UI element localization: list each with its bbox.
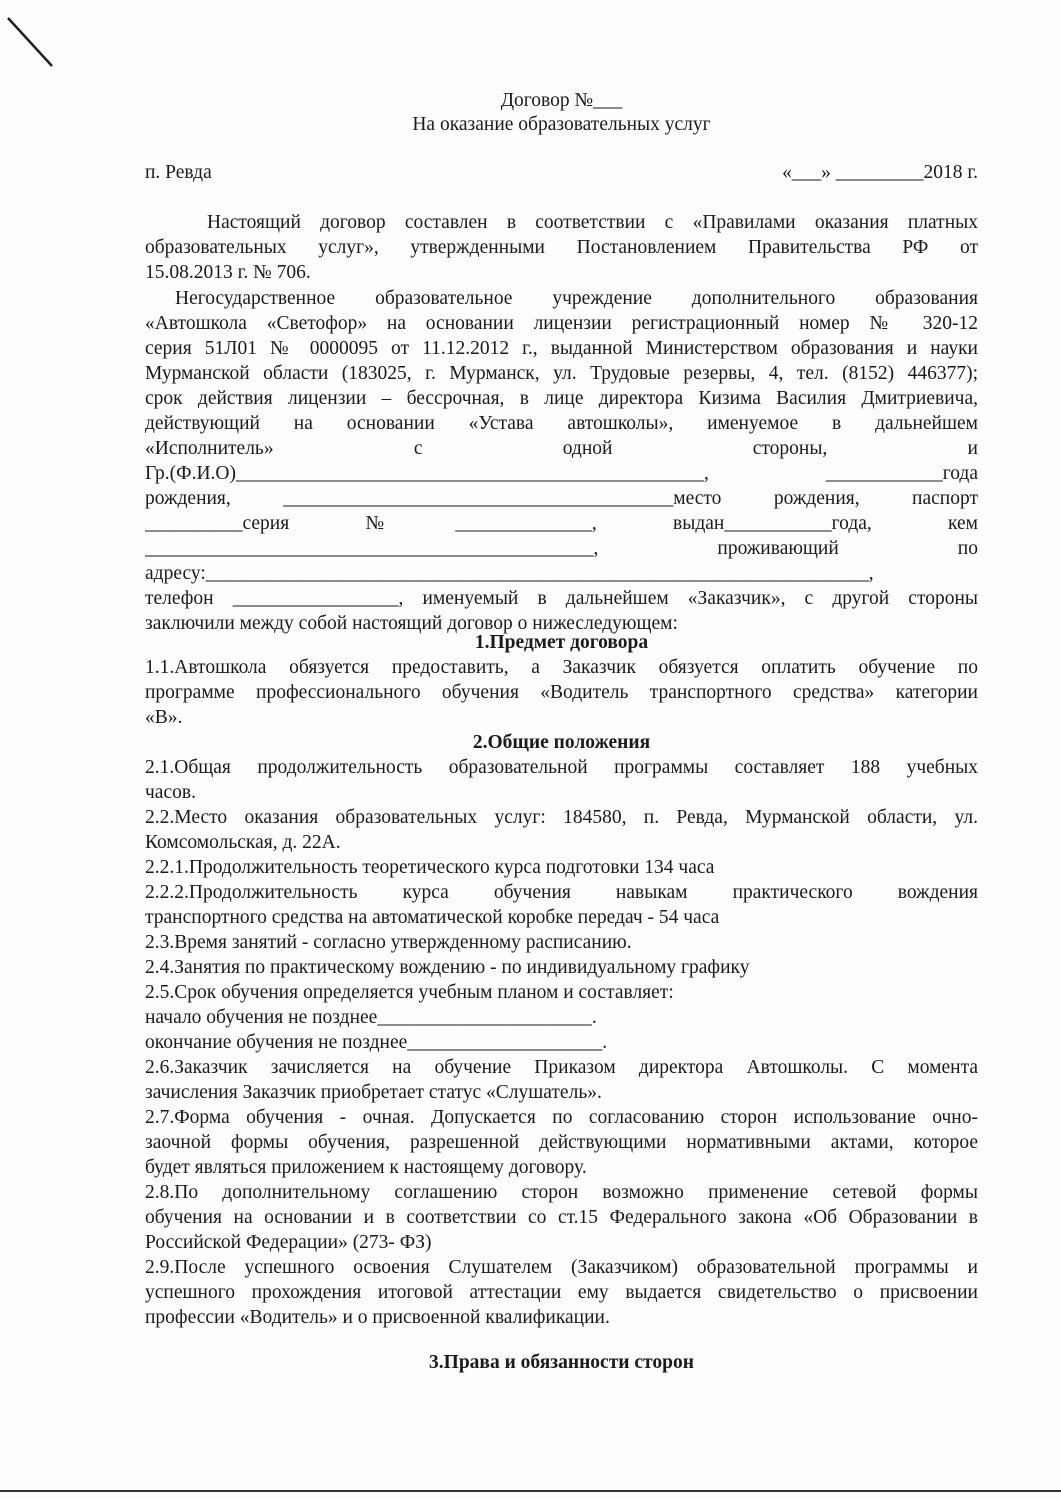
section-3-title: 3.Права и обязанности сторон xyxy=(429,1352,694,1373)
text-line: рождения, ________________________________________место рождения, паспорт xyxy=(145,488,978,509)
text-line: транспортного средства на автоматической коробке передач - 54 часа xyxy=(145,907,720,928)
text-line: профессии «Водитель» и о присвоенной квалификации. xyxy=(145,1307,610,1328)
text-line: Настоящий договор составлен в соответствии с «Правилами оказания платных xyxy=(207,212,978,233)
contract-subtitle: На оказание образовательных услуг xyxy=(412,114,711,135)
text-line: заключили между собой настоящий договор о нижеследующем: xyxy=(145,613,678,634)
text-line: действующий на основании «Устава автошколы», именуемое в дальнейшем xyxy=(145,413,978,434)
text-line: успешного прохождения итоговой аттестации ему выдается свидетельство о присвоении xyxy=(145,1282,978,1303)
text-line: 15.08.2013 г. № 706. xyxy=(145,262,311,283)
text-line: обучения на основании и в соответствии со ст.15 Федерального закона «Об Образовании в xyxy=(145,1207,978,1228)
intro-paragraph-1 xyxy=(145,210,978,285)
text-line: серия 51Л01 № 0000095 от 11.12.2012 г., выданной Министерством образования и науки xyxy=(145,338,978,359)
place: п. Ревда xyxy=(145,162,212,183)
page-bottom-edge xyxy=(0,1490,1061,1492)
text-line: Мурманской области (183025, г. Мурманск, ул. Трудовые резервы, 4, тел. (8152) 446377); xyxy=(145,363,978,384)
text-line: будет являться приложением к настоящему договору. xyxy=(145,1157,587,1178)
text-line: 2.9.После успешного освоения Слушателем (Заказчиком) образовательной программы и xyxy=(145,1257,978,1278)
text-line: 2.2.1.Продолжительность теоретического курса подготовки 134 часа xyxy=(145,857,715,878)
text-line: зачисления Заказчик приобретает статус «Слушатель». xyxy=(145,1082,602,1103)
text-line: 2.4.Занятия по практическому вождению - по индивидуальному графику xyxy=(145,957,750,978)
text-line: 2.6.Заказчик зачисляется на обучение Приказом директора Автошколы. С момента xyxy=(145,1057,978,1078)
text-line: заочной формы обучения, разрешенной действующими нормативными актами, которое xyxy=(145,1132,978,1153)
text-line: 1.1.Автошкола обязуется предоставить, а Заказчик обязуется оплатить обучение по xyxy=(145,657,978,678)
text-line: 2.2.Место оказания образовательных услуг: 184580, п. Ревда, Мурманской области, ул. xyxy=(145,807,978,828)
text-line: __________серия №______________, выдан___________года, кем xyxy=(145,513,978,534)
text-line: Негосударственное образовательное учреждение дополнительного образования xyxy=(175,288,978,309)
text-line: Гр.(Ф.И.О)________________________________________________, ____________года xyxy=(145,463,978,484)
text-line: 2.3.Время занятий - согласно утвержденному расписанию. xyxy=(145,932,632,953)
date: «___» _________2018 г. xyxy=(782,162,978,183)
section-2-title: 2.Общие положения xyxy=(472,732,651,753)
text-line: начало обучения не позднее______________________. xyxy=(145,1007,597,1028)
text-line: Комсомольская, д. 22А. xyxy=(145,832,341,853)
section-2-body xyxy=(145,755,978,1330)
text-line: «Автошкола «Светофор» на основании лицензии регистрационный номер № 320-12 xyxy=(145,313,978,334)
text-line: 2.7.Форма обучения - очная. Допускается по согласованию сторон использование очно- xyxy=(145,1107,978,1128)
text-line: 2.2.2.Продолжительность курса обучения навыкам практического вождения xyxy=(145,882,978,903)
text-line: адресу:____________________________________________________________________, xyxy=(145,563,874,584)
place-date-row xyxy=(145,160,978,185)
text-line: 2.1.Общая продолжительность образовательной программы составляет 188 учебных xyxy=(145,757,978,778)
text-line: часов. xyxy=(145,782,196,803)
text-line: 2.5.Срок обучения определяется учебным планом и составляет: xyxy=(145,982,674,1003)
text-line: телефон _________________, именуемый в дальнейшем «Заказчик», с другой стороны xyxy=(145,588,978,609)
text-line: ______________________________________________, проживающий по xyxy=(145,538,978,559)
intro-paragraph-2 xyxy=(145,286,978,636)
section-1-title: 1.Предмет договора xyxy=(474,632,649,653)
text-line: срок действия лицензии – бессрочная, в лице директора Кизима Василия Дмитриевича, xyxy=(145,388,978,409)
text-line: окончание обучения не позднее____________________. xyxy=(145,1032,608,1053)
text-line: Российской Федерации» (273- ФЗ) xyxy=(145,1232,432,1253)
text-line: 2.8.По дополнительному соглашению сторон возможно применение сетевой формы xyxy=(145,1182,978,1203)
text-line: «Исполнитель» с одной стороны, и xyxy=(145,438,978,459)
text-line: программе профессионального обучения «Водитель транспортного средства» категории xyxy=(145,682,978,703)
text-line: «В». xyxy=(145,707,183,728)
contract-title: Договор №___ xyxy=(500,90,623,111)
text-line: образовательных услуг», утвержденными Постановлением Правительства РФ от xyxy=(145,237,978,258)
section-1-body xyxy=(145,655,978,730)
scan-stroke-mark xyxy=(0,0,80,80)
